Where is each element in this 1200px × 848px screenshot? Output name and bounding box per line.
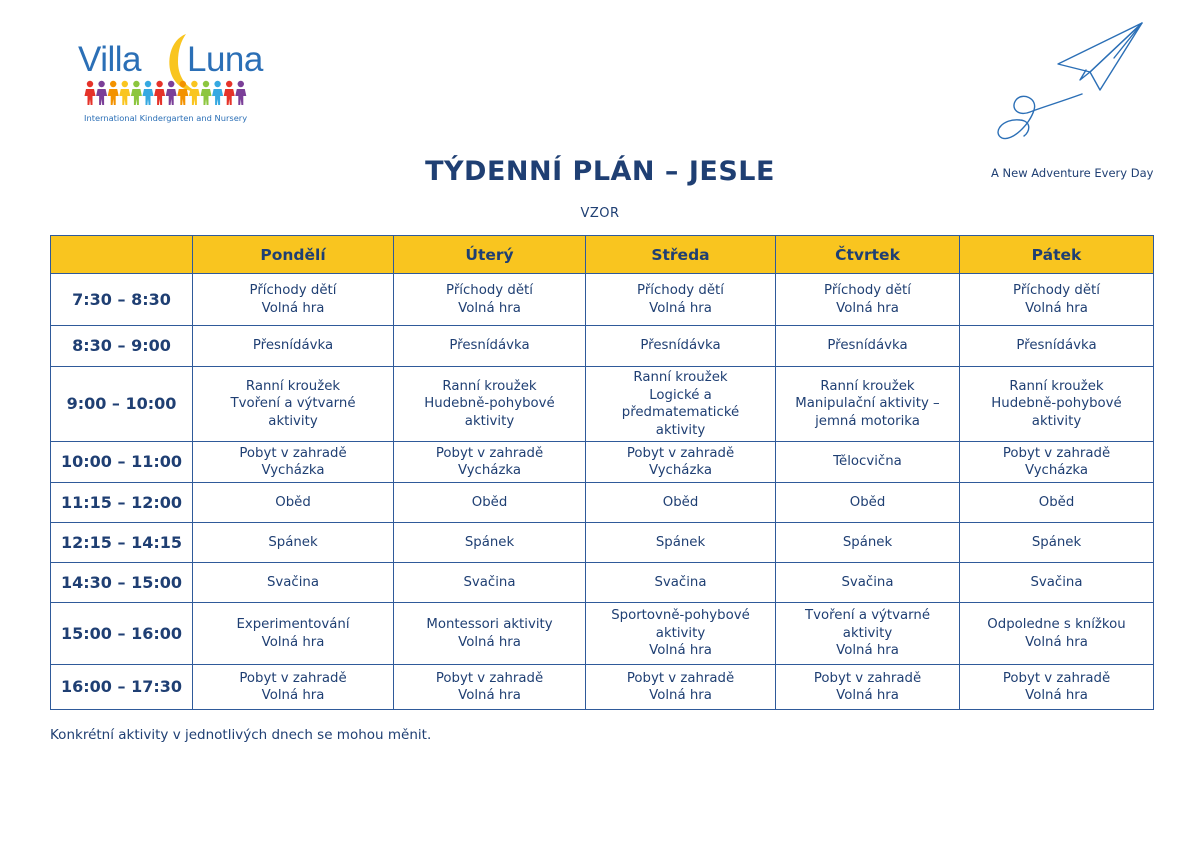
activity-line: Tvoření a výtvarné [804,608,930,624]
activity-line: Vycházka [261,463,325,478]
activity-line: Volná hra [649,643,712,659]
activity-line: Pobyt v zahradě [435,445,544,461]
child-figure [235,81,246,105]
child-figure [177,81,188,105]
activity-cell [394,367,586,442]
weekly-plan-table [50,235,1154,710]
activity-cell [776,274,960,326]
header-corner [51,236,193,274]
activity-cell [776,563,960,603]
activity-cell [960,523,1154,563]
activity-line: Volná hra [261,634,325,650]
page-title: TÝDENNÍ PLÁN – JESLE [425,156,775,187]
activity-cell [776,603,960,665]
activity-cell [776,326,960,367]
activity-line: Svačina [266,574,320,590]
time-slot: 9:00 – 10:00 [51,367,193,442]
activity-line: Ranní kroužek [1009,378,1104,394]
activity-line: aktivity [1031,413,1082,429]
time-slot: 8:30 – 9:00 [51,326,193,367]
table-row [51,367,1154,442]
activity-line: Svačina [841,574,894,590]
time-slot: 14:30 – 15:00 [51,563,193,603]
activity-line: Ranní kroužek [820,378,915,394]
activity-line: Tělocvična [833,454,902,470]
activity-line: Tvoření a výtvarné [230,396,356,412]
activity-line: Hudebně-pohybové [424,396,555,412]
activity-cell [193,665,394,710]
activity-line: Příchody dětí [637,283,724,298]
activity-line: Vycházka [457,463,522,478]
activity-cell [960,326,1154,367]
activity-line: aktivity [655,422,706,438]
activity-line: Pobyt v zahradě [813,670,922,686]
activity-line: Volná hra [836,643,899,659]
activity-cell [193,326,394,367]
time-slot: 10:00 – 11:00 [51,442,193,483]
activity-line: Příchody dětí [824,283,911,298]
activity-line: Přesnídávka [449,338,530,354]
child-figure [224,81,235,105]
child-figure [131,81,142,105]
activity-line: Oběd [1038,494,1075,510]
time-slot: 12:15 – 14:15 [51,523,193,563]
activity-line: Přesnídávka [640,338,721,354]
activity-cell [960,563,1154,603]
time-slot: 7:30 – 8:30 [51,274,193,326]
activity-line: Montessori aktivity [426,617,553,632]
activity-line: Volná hra [1025,688,1088,703]
child-figure [85,81,96,105]
table-row [51,326,1154,367]
activity-line: Vycházka [1024,463,1089,478]
logo-tagline: International Kindergarten and Nursery [84,113,248,123]
child-figure [108,81,119,105]
activity-line: aktivity [464,413,515,429]
activity-cell [960,367,1154,442]
activity-line: Manipulační aktivity – [795,396,940,412]
table-row [51,523,1154,563]
activity-line: Pobyt v zahradě [239,445,347,461]
activity-cell [776,523,960,563]
header-day: Pondělí [193,236,394,274]
villa-luna-logo [78,32,263,127]
activity-line: Svačina [463,574,516,590]
activity-cell [776,483,960,523]
activity-cell [776,442,960,483]
activity-line: Svačina [1030,574,1083,590]
activity-cell [394,483,586,523]
activity-line: Oběd [662,494,699,510]
activity-line: aktivity [655,625,706,641]
activity-cell [586,326,776,367]
activity-cell [193,367,394,442]
activity-line: aktivity [842,625,893,641]
activity-line: aktivity [268,413,318,429]
activity-cell [586,603,776,665]
activity-cell [960,483,1154,523]
time-slot: 15:00 – 16:00 [51,603,193,665]
logo-word-villa: Villa [78,40,142,79]
activity-line: Volná hra [261,300,325,316]
activity-line: Volná hra [458,688,521,703]
activity-cell [960,442,1154,483]
activity-line: Ranní kroužek [442,378,537,394]
activity-cell [776,367,960,442]
activity-cell [193,483,394,523]
activity-line: Oběd [275,494,311,510]
activity-line: Přesnídávka [252,338,334,354]
activity-cell [394,563,586,603]
activity-line: Volná hra [649,688,712,703]
logo-word-luna: Luna [187,40,263,79]
child-figure [143,81,154,105]
activity-line: Pobyt v zahradě [626,445,735,461]
activity-line: Spánek [464,534,515,550]
activity-line: Spánek [655,534,706,550]
activity-line: Odpoledne s knížkou [987,617,1126,632]
activity-cell [586,563,776,603]
activity-line: Volná hra [458,300,521,316]
activity-cell [586,274,776,326]
activity-cell [960,603,1154,665]
activity-line: předmatematické [621,405,740,420]
activity-line: Volná hra [1025,300,1088,316]
activity-cell [193,442,394,483]
activity-cell [193,563,394,603]
activity-cell [586,665,776,710]
activity-line: Volná hra [836,688,899,703]
activity-cell [960,665,1154,710]
table-row [51,563,1154,603]
activity-line: Oběd [849,494,886,510]
activity-line: Příchody dětí [249,283,337,298]
activity-line: Vycházka [648,463,713,478]
activity-cell [394,603,586,665]
table-row [51,603,1154,665]
slogan: A New Adventure Every Day [991,166,1154,180]
activity-cell [586,483,776,523]
activity-line: Příchody dětí [446,283,533,298]
activity-line: Svačina [654,574,707,590]
header-day: Středa [586,236,776,274]
table-row [51,442,1154,483]
activity-cell [960,274,1154,326]
activity-line: Spánek [268,534,318,550]
table-row [51,274,1154,326]
children-figures-icon [84,80,252,106]
activity-line: Volná hra [649,300,712,316]
activity-line: Příchody dětí [1013,283,1100,298]
activity-line: Volná hra [458,634,521,650]
child-figure [201,81,212,105]
activity-line: Pobyt v zahradě [1002,670,1111,686]
footnote: Konkrétní aktivity v jednotlivých dnech se mohou měnit. [50,727,432,743]
time-slot: 16:00 – 17:30 [51,665,193,710]
header-day: Čtvrtek [776,236,960,274]
child-figure [119,81,130,105]
activity-line: Ranní kroužek [633,370,728,385]
activity-cell [394,274,586,326]
activity-cell [394,523,586,563]
activity-line: Přesnídávka [827,338,908,354]
activity-line: Pobyt v zahradě [435,670,544,686]
activity-cell [193,274,394,326]
activity-cell [776,665,960,710]
table-row [51,483,1154,523]
child-figure [189,81,200,105]
header-day: Úterý [394,236,586,274]
activity-cell [394,665,586,710]
activity-cell [586,442,776,483]
activity-cell [193,603,394,665]
activity-line: jemná motorika [815,413,920,429]
activity-line: Ranní kroužek [245,378,341,394]
activity-line: Spánek [1031,534,1082,550]
activity-line: Volná hra [1025,634,1088,650]
activity-cell [586,367,776,442]
activity-line: Experimentování [236,617,350,632]
child-figure [154,81,165,105]
page-subtitle: VZOR [580,206,620,221]
activity-line: Pobyt v zahradě [1002,445,1111,461]
child-figure [212,81,223,105]
table-row [51,665,1154,710]
child-figure [166,81,177,105]
time-slot: 11:15 – 12:00 [51,483,193,523]
child-figure [96,81,107,105]
activity-line: Logické a [649,387,712,403]
activity-line: Přesnídávka [1016,338,1097,354]
paper-plane-icon [990,20,1150,155]
header-day: Pátek [960,236,1154,274]
activity-line: Pobyt v zahradě [239,670,347,686]
activity-line: Sportovně-pohybové [611,608,750,624]
activity-line: Pobyt v zahradě [626,670,735,686]
activity-cell [193,523,394,563]
activity-line: Oběd [471,494,508,510]
activity-line: Spánek [842,534,893,550]
activity-cell [394,326,586,367]
activity-cell [394,442,586,483]
activity-cell [586,523,776,563]
activity-line: Volná hra [836,300,899,316]
table-header-row [51,236,1154,274]
activity-line: Hudebně-pohybové [991,396,1122,412]
activity-line: Volná hra [261,688,325,703]
